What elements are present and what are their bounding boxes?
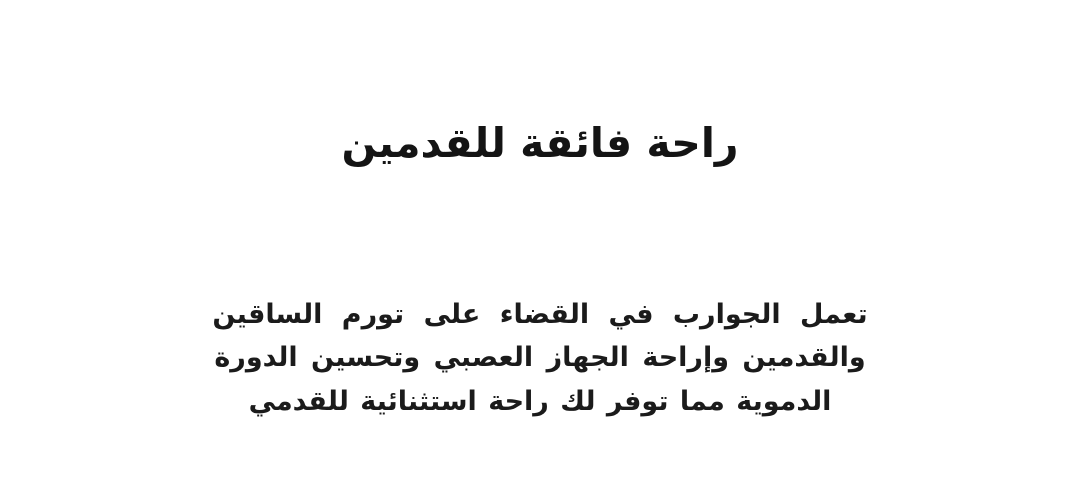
paragraph-line-3: الدموية مما توفر لك راحة استثنائية للقدمي [248,386,832,418]
paragraph-line-2: والقدمين وإراحة الجهاز العصبي وتحسين الدورة [214,342,866,374]
page-title: راحة فائقة للقدمين [341,119,739,167]
body-paragraph [90,293,990,424]
paragraph-line-1: تعمل الجوارب في القضاء على تورم الساقين [212,298,868,330]
